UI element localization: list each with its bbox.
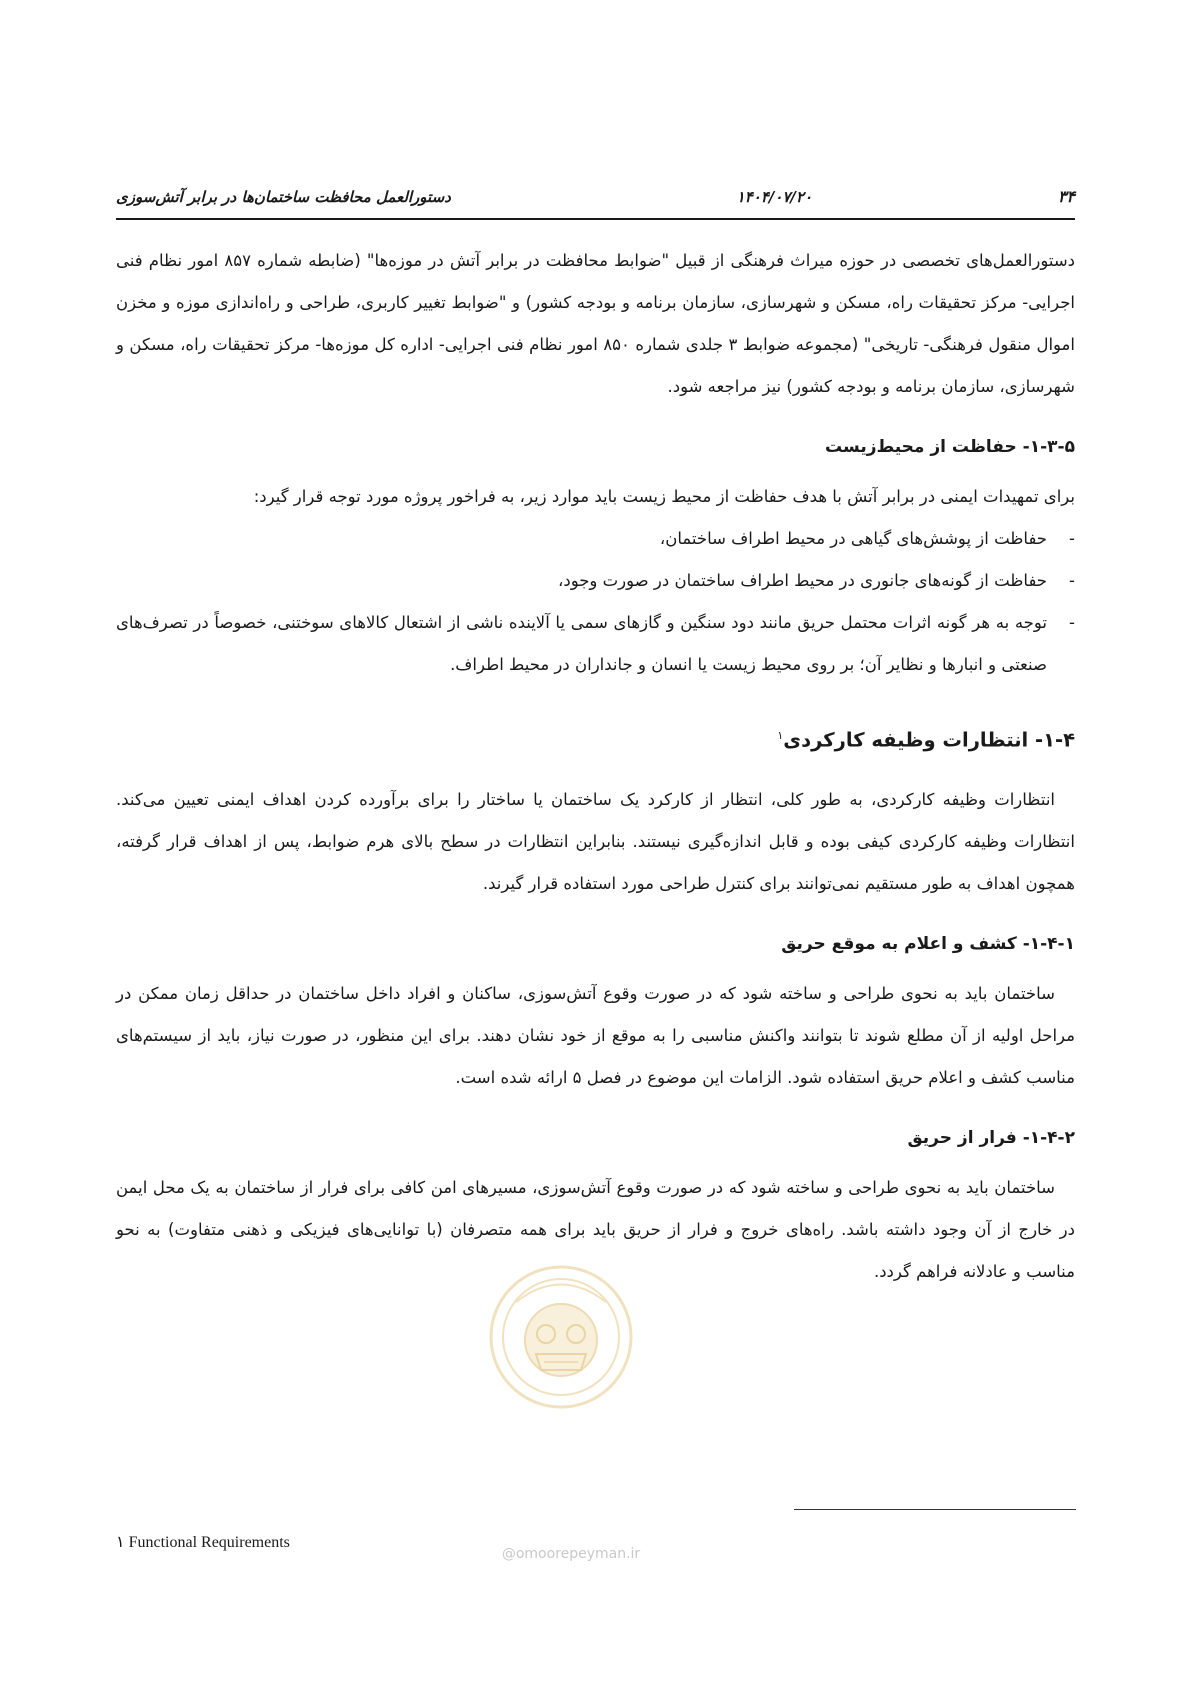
environment-list	[116, 518, 1075, 686]
list-item-text: حفاظت از پوشش‌های گیاهی در محیط اطراف ساختمان،	[659, 529, 1047, 548]
section-heading-1-4-text: ۱-۴- انتظارات وظیفه کارکردی	[783, 728, 1075, 752]
list-item-text: توجه به هر گونه اثرات محتمل حریق مانند دود سنگین و گازهای سمی یا آلاینده ناشی از اشتعال کالاهای سوختنی، خصوصاً در تصرف‌های صنعتی و انبارها و نظایر آن؛ بر روی محیط زیست یا انسان و جانداران در محیط اطراف.	[116, 613, 1047, 674]
list-item	[116, 518, 1075, 560]
page-number: ۳۴	[1057, 187, 1075, 206]
footnote-reference: ۱	[777, 729, 784, 742]
list-item	[116, 560, 1075, 602]
section-heading-1-4	[116, 718, 1075, 759]
intro-paragraph: دستورالعمل‌های تخصصی در حوزه میراث فرهنگی از قبیل "ضوابط محافظت در برابر آتش در موزه‌ها" (ضابطه شماره ۸۵۷ امور نظام فنی اجرایی- مرکز تحقیقات راه، مسکن و شهرسازی، سازمان برنامه و بودجه کشور) و "ضوابط تغییر کاربری، طراحی و راه‌اندازی موزه و مخزن اموال منقول فرهنگی- تاریخی" (مجموعه ضوابط ۳ جلدی شماره ۸۵۰ امور نظام فنی اجرایی- اداره کل موزه‌ها- مرکز تحقیقات راه، مسکن و شهرسازی، سازمان برنامه و بودجه کشور) نیز مراجعه شود.	[116, 251, 1075, 396]
section-heading-1-3-5: ۱-۳-۵- حفاظت از محیط‌زیست	[825, 437, 1075, 457]
list-item	[116, 602, 1075, 686]
section-heading-1-4-2: ۱-۴-۲- فرار از حریق	[907, 1127, 1075, 1148]
section-1-4-2-paragraph: ساختمان باید به نحوی طراحی و ساخته شود که در صورت وقوع آتش‌سوزی، مسیرهای امن کافی برای فرار از ساختمان به یک محل ایمن در خارج از آن وجود داشته باشد. راه‌های خروج و فرار از حریق باید برای همه متصرفان (با توانایی‌های فیزیکی و ذهنی متفاوت) به نحو مناسب و عادلانه فراهم گردد.	[116, 1177, 1075, 1281]
dash-bullet: -	[1069, 613, 1075, 632]
section-1-4-paragraph: انتظارات وظیفه کارکردی، به طور کلی، انتظار از کارکرد یک ساختمان یا ساختار را برای برآورده کردن اهداف ایمنی تعیین می‌کند. انتظارات وظیفه کارکردی کیفی بوده و قابل اندازه‌گیری نیستند. بنابراین انتظارات در سطح بالای هرم ضوابط، پس از اهداف قرار گرفته، همچون اهداف به طور مستقیم نمی‌توانند برای کنترل طراحی مورد استفاده قرار گیرند.	[116, 789, 1075, 893]
dash-bullet: -	[1069, 529, 1075, 548]
list-item-text: حفاظت از گونه‌های جانوری در محیط اطراف ساختمان در صورت وجود،	[558, 571, 1047, 590]
page-content	[116, 240, 1075, 1293]
document-title: دستورالعمل محافظت ساختمان‌ها در برابر آتش‌سوزی	[116, 188, 451, 206]
running-header	[116, 176, 1075, 206]
section-1-4-1-paragraph: ساختمان باید به نحوی طراحی و ساخته شود که در صورت وقوع آتش‌سوزی، ساکنان و افراد داخل ساختمان در حداقل زمان ممکن در مراحل اولیه از آن مطلع شوند تا بتوانند واکنش مناسبی را به موقع از خود نشان دهند. برای این منظور، در صورت نیاز، باید از سیستم‌های مناسب کشف و اعلام حریق استفاده شود. الزامات این موضوع در فصل ۵ ارائه شده است.	[116, 983, 1075, 1087]
dash-bullet: -	[1069, 571, 1075, 590]
document-date: ۱۴۰۴/۰۷/۲۰	[736, 188, 813, 206]
watermark-seal-icon	[486, 1262, 636, 1412]
section-heading-1-4-1: ۱-۴-۱- کشف و اعلام به موقع حریق	[781, 933, 1075, 954]
watermark-text: @omoorepeyman.ir	[501, 1546, 641, 1562]
section-1-3-5-lead: برای تمهیدات ایمنی در برابر آتش با هدف حفاظت از محیط زیست باید موارد زیر، به فراخور پروژه مورد توجه قرار گیرد:	[253, 487, 1075, 506]
footnote-rule	[794, 1509, 1076, 1510]
footnote: ۱ Functional Requirements	[116, 1534, 290, 1551]
header-rule	[116, 218, 1075, 220]
